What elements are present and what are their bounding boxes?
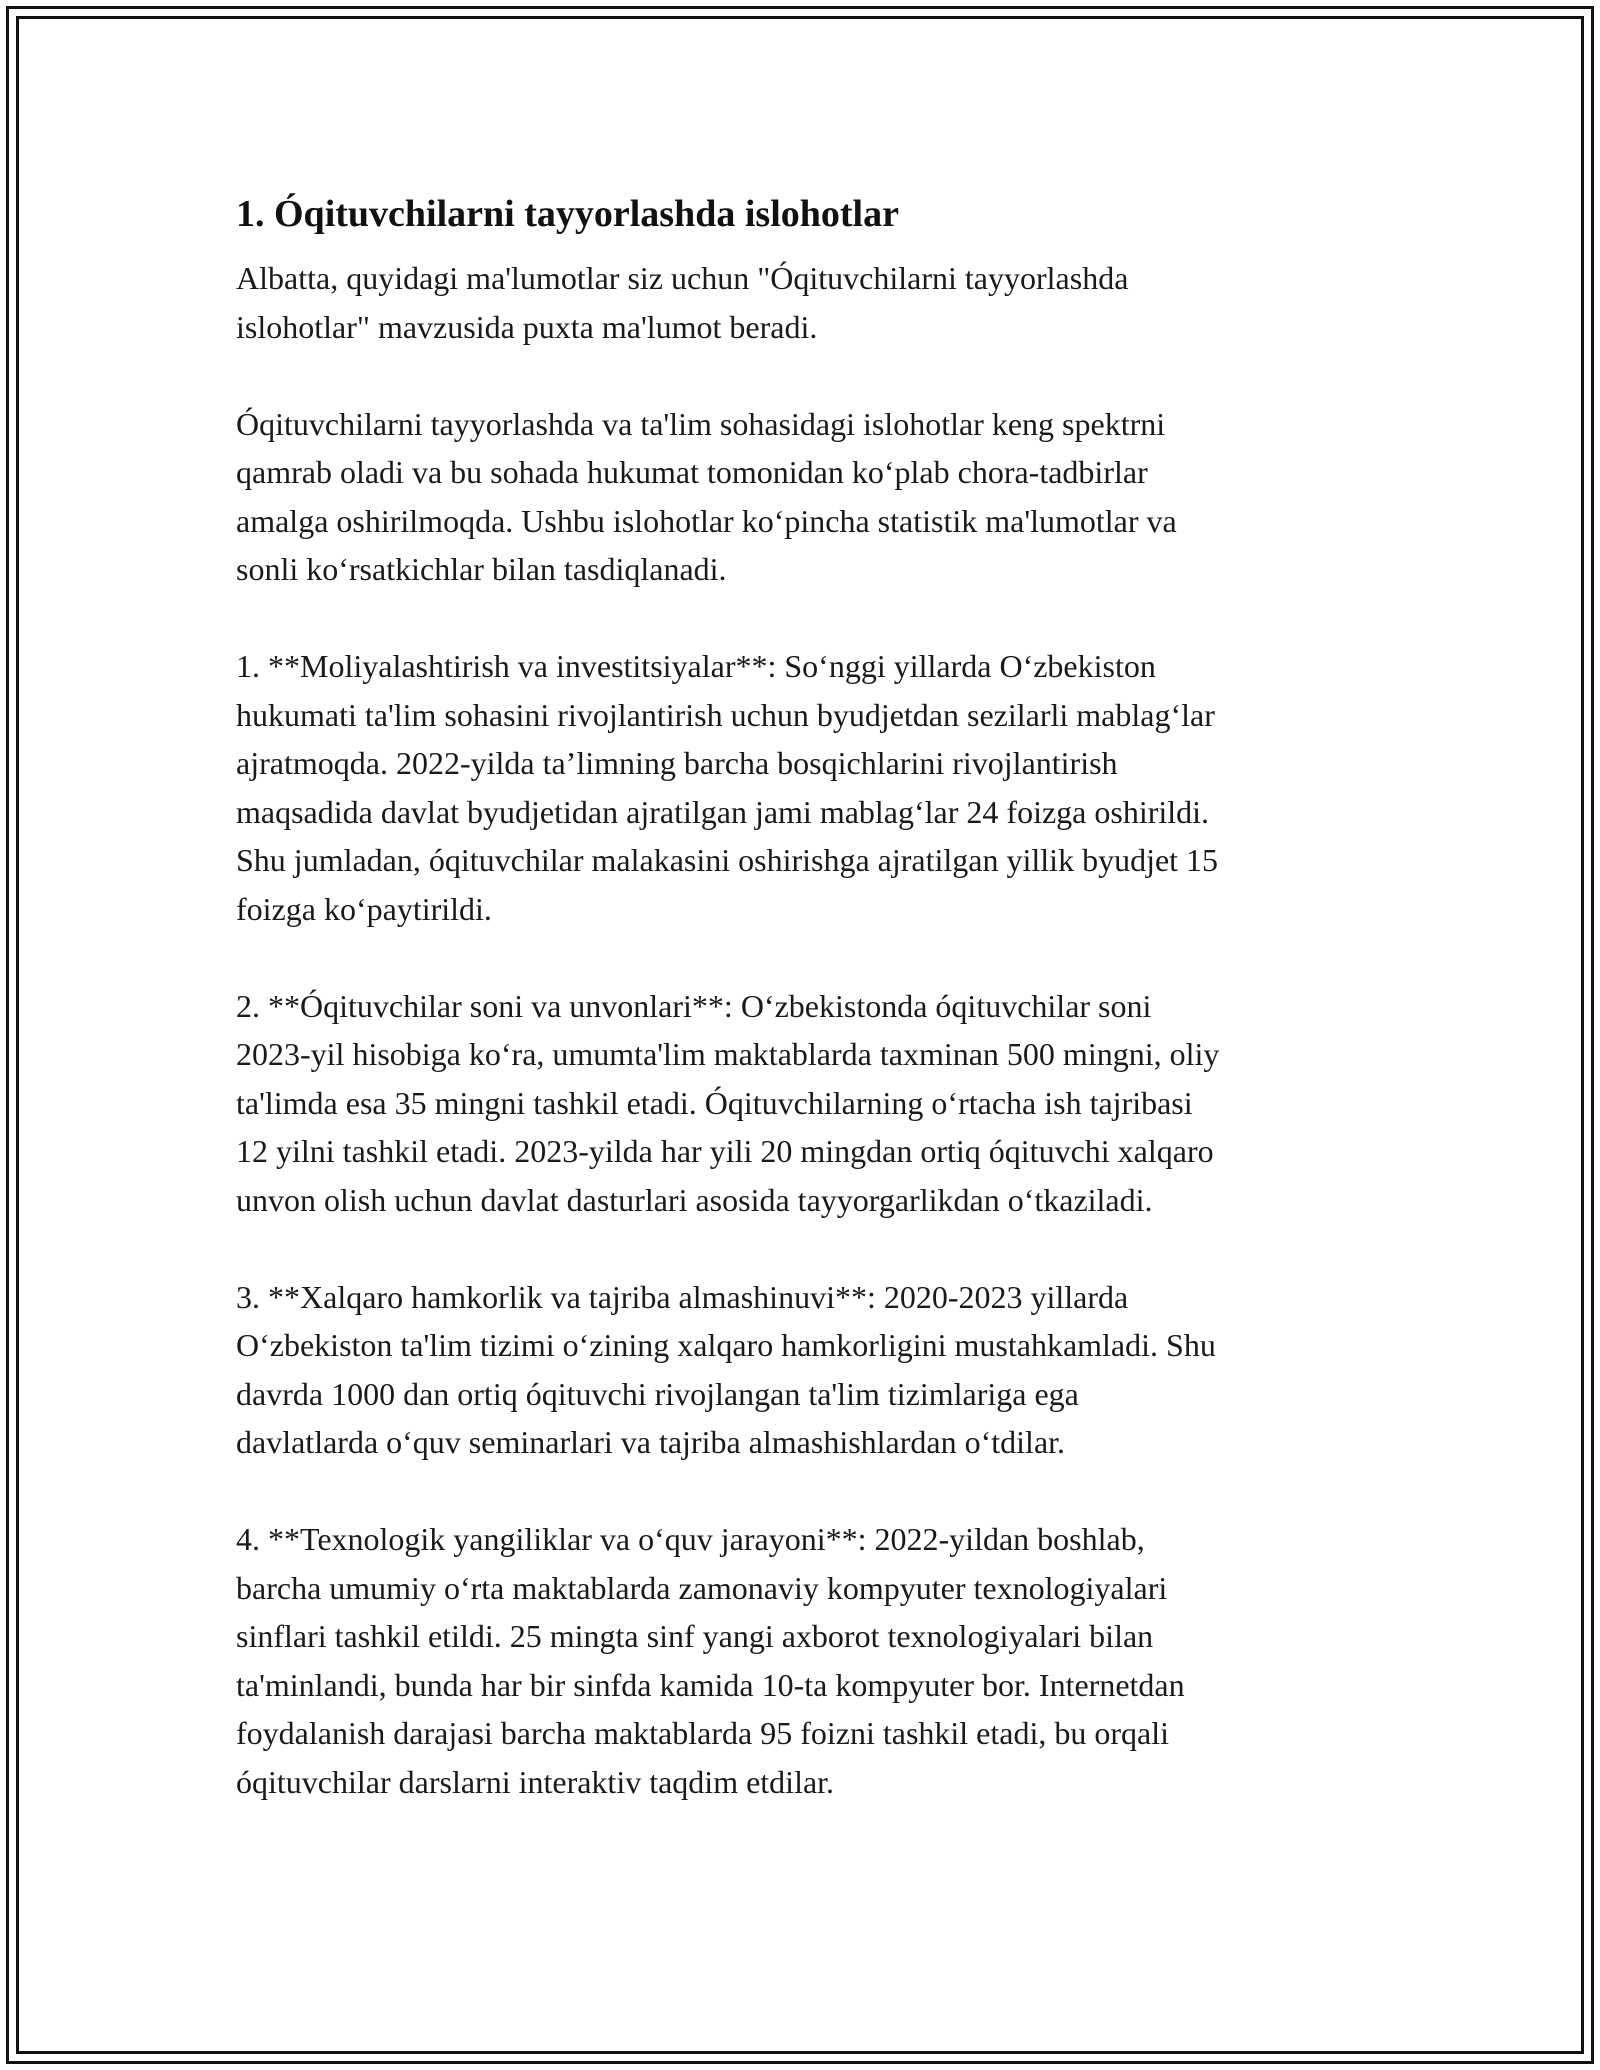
overview-paragraph: Óqituvchilarni tayyorlashda va ta'lim sohasidagi islohotlar keng spektrni qamrab oladi va bu sohada hukumat tomonidan ko‘plab chora-tadbirlar amalga oshirilmoqda. Ushbu islohotlar ko‘pincha statistik ma'lumotlar va sonli ko‘rsatkichlar bilan tasdiqlanadi. <box>236 405 1177 587</box>
point-2-teachers-count: 2. **Óqituvchilar soni va unvonlari**: O‘zbekistonda óqituvchilar soni 2023-yil hisobiga ko‘ra, umumta'lim maktablarda taxminan 500 mingni, oliy ta'limda esa 35 mingni tashkil etadi. Óqituvchilarning o‘rtacha ish tajribasi 12 yilni tashkil etadi. 2023-yilda har yili 20 mingdan ortiq óqituvchi xalqaro unvon olish uchun davlat dasturlari asosida tayyorgarlikdan o‘tkaziladi. <box>236 987 1220 1218</box>
intro-paragraph: Albatta, quyidagi ma'lumotlar siz uchun "Óqituvchilarni tayyorlashda islohotlar" mavzusida puxta ma'lumot beradi. <box>236 260 1129 345</box>
document-body <box>236 186 1376 1806</box>
point-4-technology: 4. **Texnologik yangiliklar va o‘quv jarayoni**: 2022-yildan boshlab, barcha umumiy o‘rta maktablarda zamonaviy kompyuter texnologiyalari sinflari tashkil etildi. 25 mingta sinf yangi axborot texnologiyalari bilan ta'minlandi, bunda har bir sinfda kamida 10-ta kompyuter bor. Internetdan foydalanish darajasi barcha maktablarda 95 foizni tashkil etadi, bu orqali óqituvchilar darslarni interaktiv taqdim etdilar. <box>236 1521 1185 1800</box>
document-title: 1. Óqituvchilarni tayyorlashda islohotlar <box>236 193 899 235</box>
point-3-international-cooperation: 3. **Xalqaro hamkorlik va tajriba almashinuvi**: 2020-2023 yillarda O‘zbekiston ta'lim tizimi o‘zining xalqaro hamkorligini mustahkamladi. Shu davrda 1000 dan ortiq óqituvchi rivojlangan ta'lim tizimlariga ega davlatlarda o‘quv seminarlari va tajriba almashishlardan o‘tdilar. <box>236 1278 1216 1460</box>
point-1-financing: 1. **Moliyalashtirish va investitsiyalar**: So‘nggi yillarda O‘zbekiston hukumati ta'lim sohasini rivojlantirish uchun byudjetdan sezilarli mablag‘lar ajratmoqda. 2022-yilda ta’limning barcha bosqichlarini rivojlantirish maqsadida davlat byudjetidan ajratilgan jami mablag‘lar 24 foizga oshirildi. Shu jumladan, óqituvchilar malakasini oshirishga ajratilgan yillik byudjet 15 foizga ko‘paytirildi. <box>236 648 1219 927</box>
